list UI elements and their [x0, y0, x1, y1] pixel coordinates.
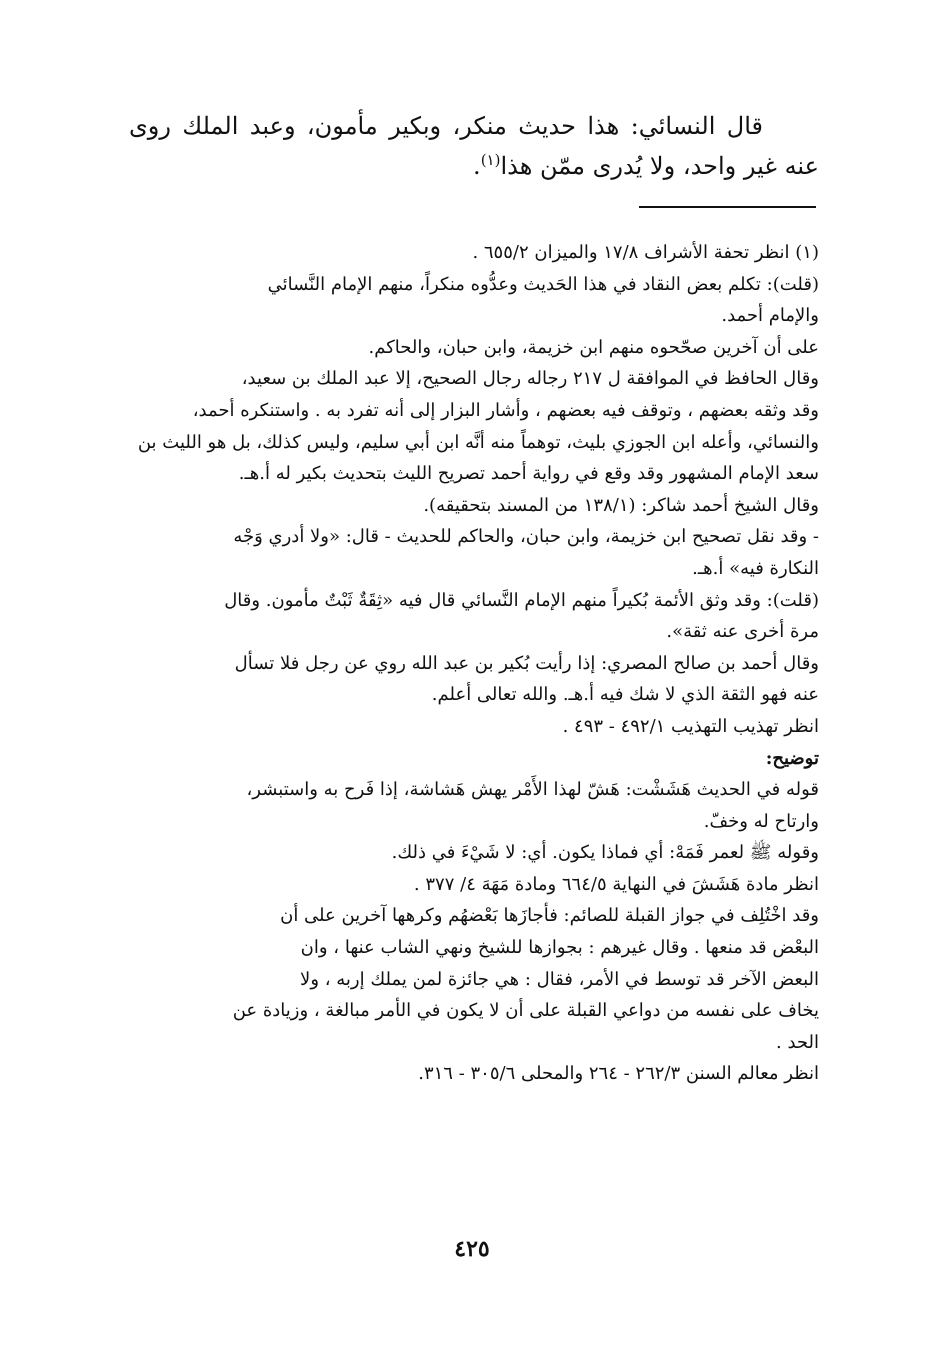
footnotes-block: [129, 237, 819, 1090]
footnote-line-9: وقال الشيخ أحمد شاكر: (١٣٨/١ من المسند بتحقيقه).: [423, 494, 819, 516]
footnote-line-21: انظر مادة هَشَشَ في النهاية ٦٦٤/٥ ومادة مَهَهَ ٤/ ٣٧٧ .: [413, 873, 819, 895]
footnote-line-24: البعض الآخر قد توسط في الأمر، فقال : هي جائزة لمن يملك إربه ، ولا: [300, 968, 819, 990]
footnote-line-16: انظر تهذيب التهذيب ٤٩٢/١ - ٤٩٣ .: [562, 715, 819, 737]
footnote-line-26: الحد .: [776, 1031, 819, 1053]
footnote-line-4: على أن آخرين صحّحوه منهم ابن خزيمة، وابن حبان، والحاكم.: [368, 336, 819, 358]
footnote-reference: (١): [480, 151, 501, 169]
footnote-line-7: والنسائي، وأعله ابن الجوزي بليث، توهماً منه أنَّه ابن أبي سليم، وليس كذلك، بل هو الليث بن: [137, 431, 819, 453]
footnote-line-22: وقد اخْتُلِف في جواز القبلة للصائم: فأجازَها بَعْضهُم وكرهها آخرين على أن: [280, 905, 819, 927]
footnote-line-18: قوله في الحديث هَشَشْت: هَشّ لهذا الأَمْر يهش هَشاشة، إذا فَرح به واستبشر،: [246, 779, 819, 801]
footnote-line-14: وقال أحمد بن صالح المصري: إذا رأيت بُكير بن عبد الله روي عن رجل فلا تسأل: [234, 652, 819, 674]
footnote-line-20: وقوله ﷺ لعمر فَمَهْ: أي فماذا يكون. أي: لا شَيْءَ في ذلك.: [391, 842, 819, 864]
footnote-line-1: (١) انظر تحفة الأشراف ١٧/٨ والميزان ٦٥٥/٢ .: [472, 242, 819, 263]
footnote-line-8: سعد الإمام المشهور وقد وقع في رواية أحمد تصريح الليث بتحديث بكير له أ.هـ.: [238, 463, 819, 485]
main-paragraph: [129, 106, 819, 186]
footnote-line-23: البعْض قد منعها . وقال غيرهم : بجوازها للشيخ ونهي الشاب عنها ، وان: [300, 937, 819, 959]
page-number: ٤٢٥: [454, 1236, 490, 1262]
footnote-line-10: - وقد نقل تصحيح ابن خزيمة، وابن حبان، والحاكم للحديث - قال: «ولا أدري وَجْه: [233, 526, 819, 548]
footnote-separator: [639, 206, 816, 208]
footnote-line-15: عنه فهو الثقة الذي لا شك فيه أ.هـ. والله تعالى أعلم.: [431, 684, 819, 706]
footnote-line-2: (قلت): تكلم بعض النقاد في هذا الحَديث وعدُّوه منكراً، منهم الإمام النَّسائي: [267, 273, 819, 295]
footnote-line-13: مرة أخرى عنه ثقة».: [666, 621, 819, 643]
footnote-line-11: النكارة فيه» أ.هـ.: [692, 557, 819, 579]
footnote-line-12: (قلت): وقد وثق الأئمة بُكيراً منهم الإمام النَّسائي قال فيه «ثِقَةٌ ثَبْتٌ مأمون. وقال: [224, 589, 819, 611]
main-line-1: قال النسائي: هذا حديث منكر، وبكير مأمون، وعبد الملك روى: [129, 112, 763, 140]
footnote-line-25: يخاف على نفسه من دواعي القبلة على أن لا يكون في الأمر مبالغة ، وزيادة عن: [232, 1000, 819, 1022]
footnote-line-3: والإمام أحمد.: [721, 305, 819, 327]
footnote-line-5: وقال الحافظ في الموافقة ل ٢١٧ رجاله رجال الصحيح، إلا عبد الملك بن سعيد،: [241, 368, 819, 390]
main-line-2: عنه غير واحد، ولا يُدرى ممّن هذا: [500, 152, 819, 180]
footnote-heading-clarification: توضيح:: [765, 747, 819, 769]
footnote-line-6: وقد وثقه بعضهم ، وتوقف فيه بعضهم ، وأشار البزار إلى أنه تفرد به . واستنكره أحمد،: [192, 399, 819, 421]
footnote-line-27: انظر معالم السنن ٢٦٢/٣ - ٢٦٤ والمحلى ٣٠٥/٦ - ٣١٦.: [418, 1063, 819, 1085]
footnote-line-19: وارتاح له وخفّ.: [703, 810, 819, 832]
main-line-2-end: .: [473, 152, 481, 180]
